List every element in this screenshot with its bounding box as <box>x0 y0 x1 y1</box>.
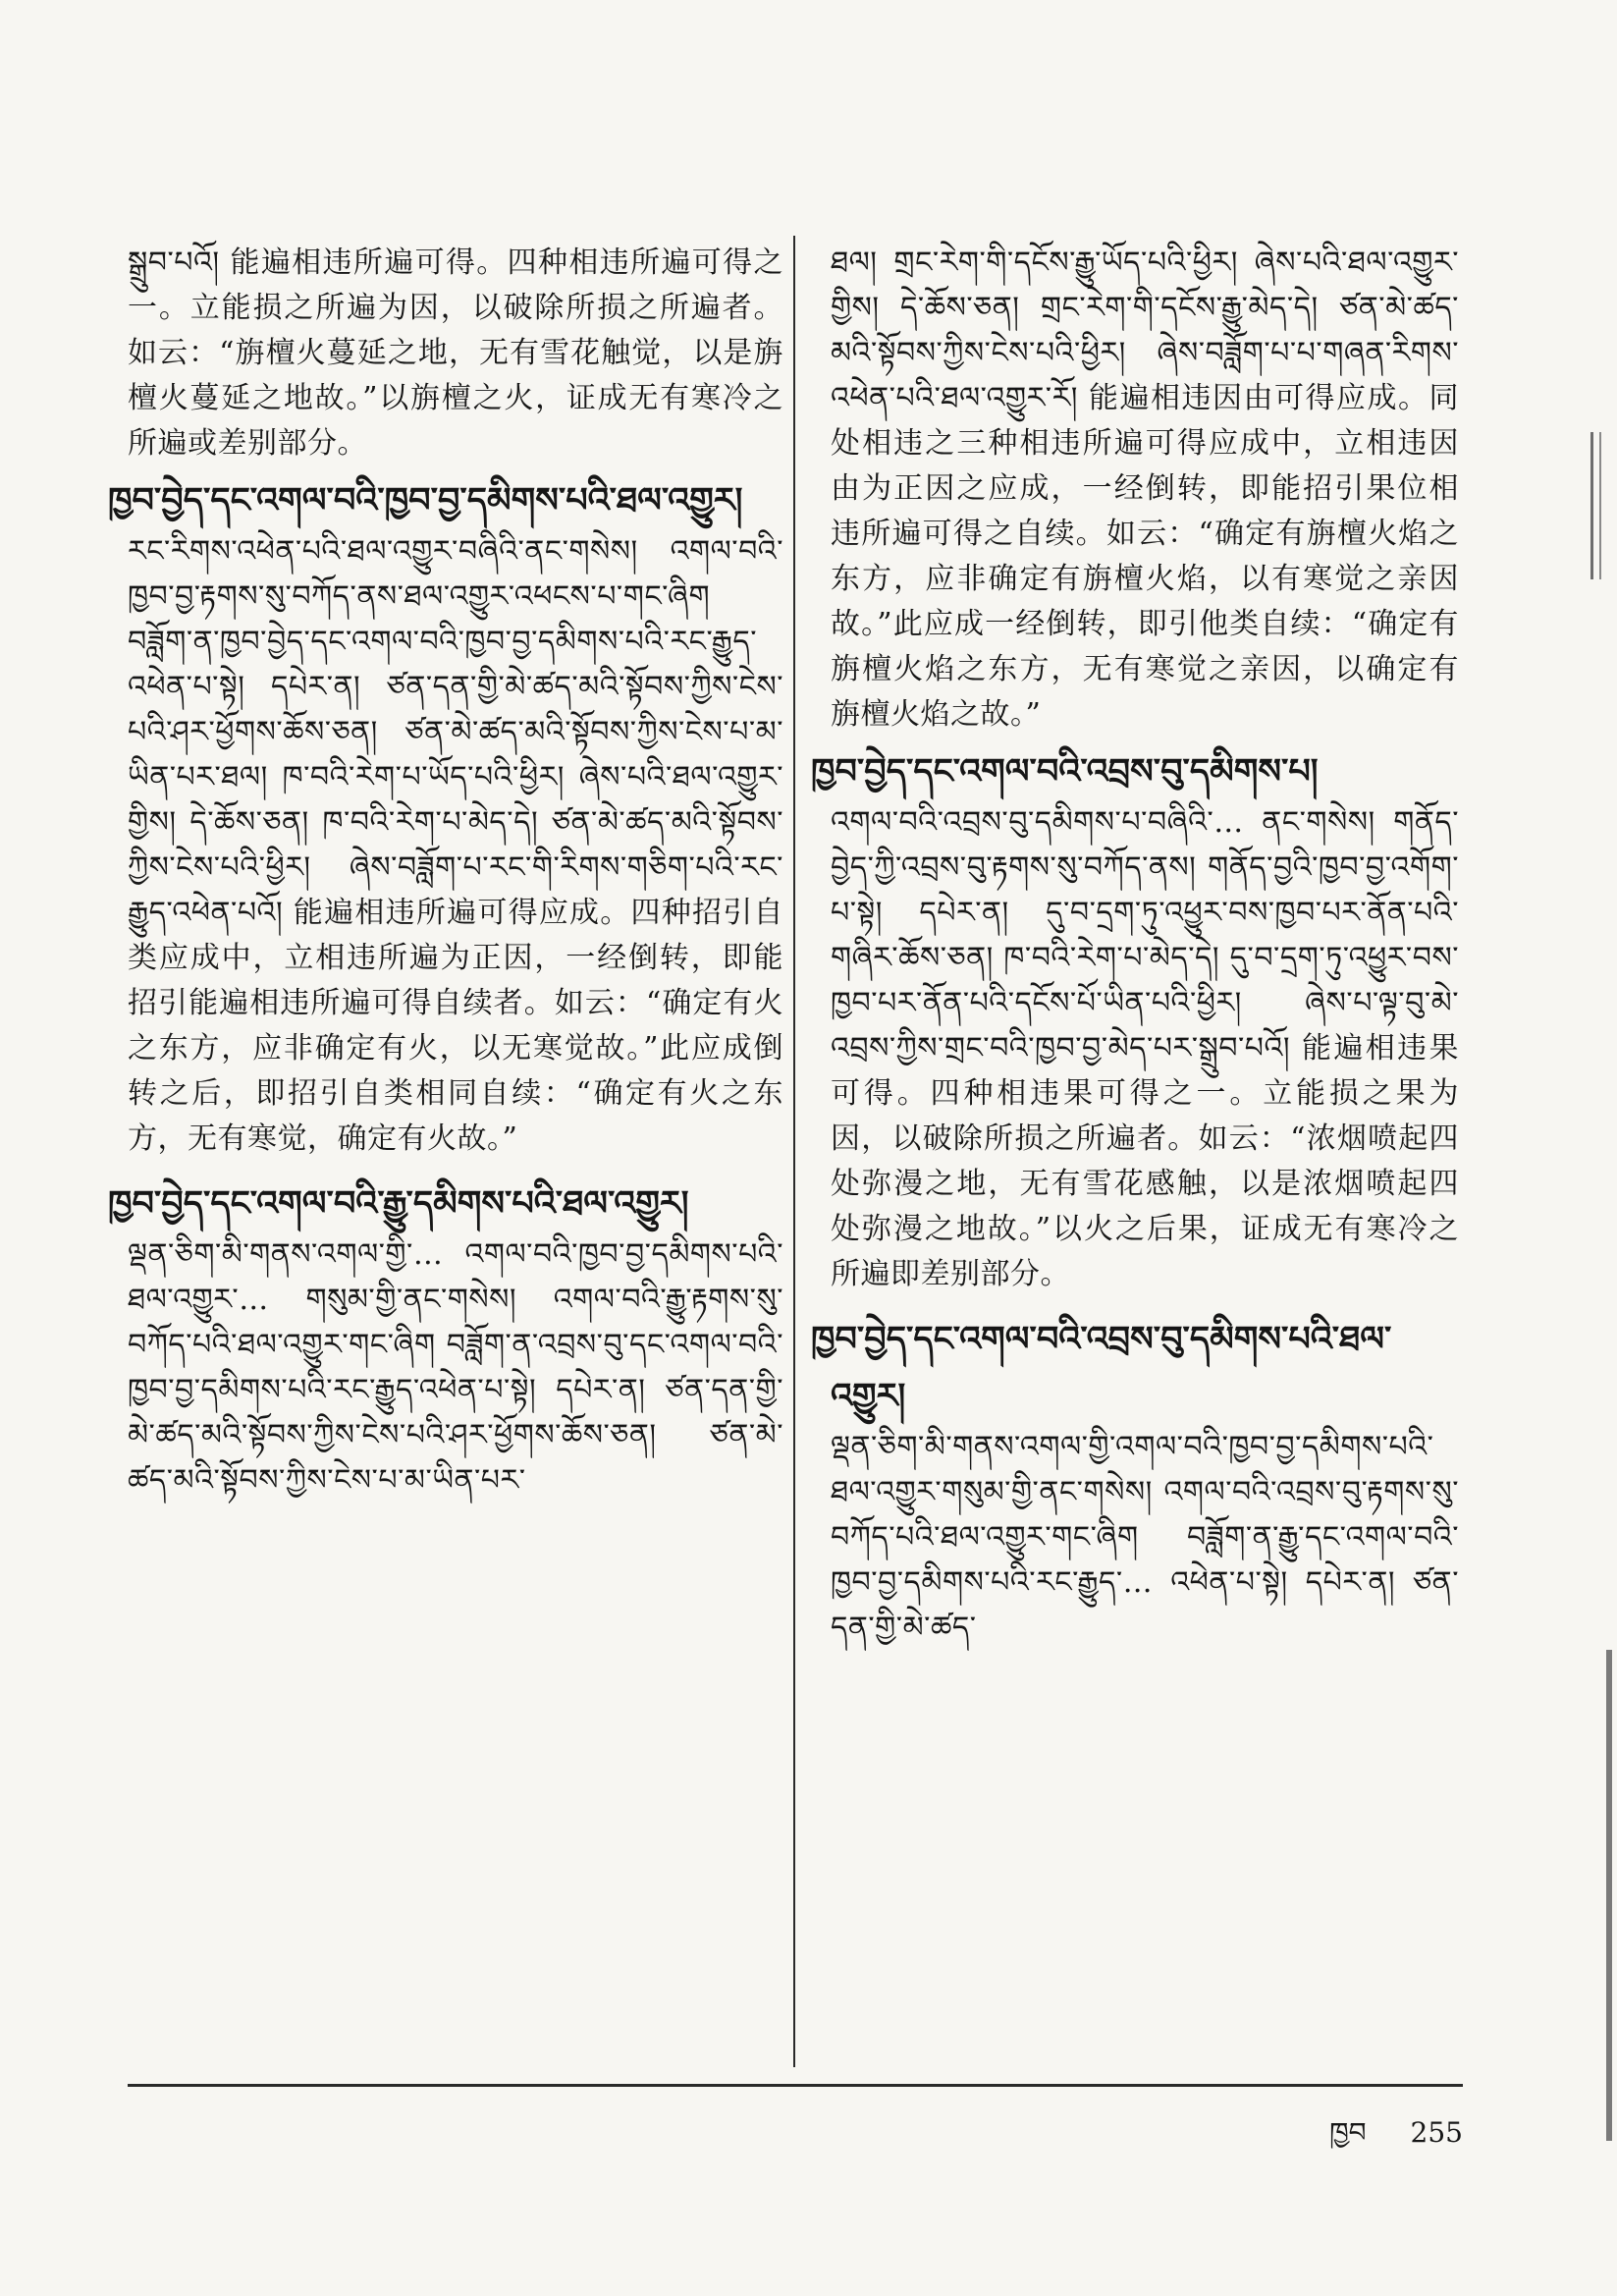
running-head: ཁྱབ <box>1329 2116 1367 2149</box>
entry-definition: འགལ་བའི་འབྲས་བུ་དམིགས་པ་བཞིའི་… ནང་གསེས། གནོད་བྱེད་ཀྱི་འབྲས་བུ་རྟགས་སུ་བཀོད་ནས། གནོད་བྱའི་ཁྱབ་བྱ་འགོག་པ་སྟེ། དཔེར་ན། དུ་བ་དྲག་ཏུ་འཕྱུར་བས་ཁྱབ་པར་ནོན་པའི་གཞིར་ཆོས་ཅན། ཁ་བའི་རེག་པ་མེད་དེ། དུ་བ་དྲག་ཏུ་འཕྱུར་བས་ཁྱབ་པར་ནོན་པའི་དངོས་པོ་ཡིན་པའི་ཕྱིར། ཞེས་པ་ལྟ་བུ་མེ་འབྲས་ཀྱིས་གྲང་བའི་ཁྱབ་བྱ་མེད་པར་སྒྲུབ་པའོ། 能遍相违果可得。四种相违果可得之一。立能损之果为因，以破除所损之所遍者。如云：“浓烟喷起四处弥漫之地，无有雪花感触，以是浓烟喷起四处弥漫之地故。”以火之后果，证成无有寒冷之所遍即差别部分。 <box>831 805 1459 1291</box>
entry-definition: ལྡན་ཅིག་མི་གནས་འགལ་གྱི་འགལ་བའི་ཁྱབ་བྱ་དམིགས་པའི་ཐལ་འགྱུར་གསུམ་གྱི་ནང་གསེས། འགལ་བའི་འབྲས་བུ་རྟགས་སུ་བཀོད་པའི་ཐལ་འགྱུར་གང་ཞིག བཟློག་ན་རྒྱུ་དང་འགལ་བའི་ཁྱབ་བྱ་དམིགས་པའི་རང་རྒྱུད་… འཕེན་པ་སྟེ། དཔེར་ན། ཙན་དན་གྱི་མེ་ཚད་ <box>831 1430 1459 1645</box>
edge-marks <box>1606 1650 1612 2141</box>
entry-continuation: ཐལ། གྲང་རེག་གི་དངོས་རྒྱུ་ཡོད་པའི་ཕྱིར། ཞེས་པའི་ཐལ་འགྱུར་གྱིས། དེ་ཆོས་ཅན། གྲང་རེག་གི་དངོས་རྒྱུ་མེད་དེ། ཙན་མེ་ཚད་མའི་སྟོབས་ཀྱིས་ངེས་པའི་ཕྱིར། ཞེས་བཟློག་པ་པ་གཞན་རིགས་འཕེན་པའི་ཐལ་འགྱུར་རོ། 能遍相违因由可得应成。同处相违之三种相违所遍可得应成中，立相违因由为正因之应成，一经倒转，即能招引果位相违所遍可得之自续。如云：“确定有旃檀火焰之东方，应非确定有旃檀火焰，以有寒觉之亲因故。”此应成一经倒转，即引他类自续：“确定有旃檀火焰之东方，无有寒觉之亲因，以确定有旃檀火焰之故。” <box>831 246 1459 732</box>
entry-headword: ཁྱབ་བྱེད་དང་འགལ་བའི་རྒྱུ་དམིགས་པའི་ཐལ་འགྱུར། <box>108 1183 689 1224</box>
entry-continuation: སྒྲུབ་པའོ། 能遍相违所遍可得。四种相违所遍可得之一。立能损之所遍为因，以破除所损之所遍者。如云：“旃檀火蔓延之地，无有雪花触觉，以是旃檀火蔓延之地故。”以旃檀之火，证成无有寒冷之所遍或差别部分。 <box>128 246 783 461</box>
dictionary-entry <box>811 743 1459 1297</box>
entry-definition: རང་རིགས་འཕེན་པའི་ཐལ་འགྱུར་བཞིའི་ནང་གསེས། འགལ་བའི་ཁྱབ་བྱ་རྟགས་སུ་བཀོད་ནས་ཐལ་འགྱུར་འཕངས་པ་གང་ཞིག བཟློག་ན་ཁྱབ་བྱེད་དང་འགལ་བའི་ཁྱབ་བྱ་དམིགས་པའི་རང་རྒྱུད་འཕེན་པ་སྟེ། དཔེར་ན། ཙན་དན་གྱི་མེ་ཚད་མའི་སྟོབས་ཀྱིས་ངེས་པའི་ཤར་ཕྱོགས་ཆོས་ཅན། ཙན་མེ་ཚད་མའི་སྟོབས་ཀྱིས་ངེས་པ་མ་ཡིན་པར་ཐལ། ཁ་བའི་རེག་པ་ཡོད་པའི་ཕྱིར། ཞེས་པའི་ཐལ་འགྱུར་གྱིས། དེ་ཆོས་ཅན། ཁ་བའི་རེག་པ་མེད་དེ། ཙན་མེ་ཚད་མའི་སྟོབས་ཀྱིས་ངེས་པའི་ཕྱིར། ཞེས་བཟློག་པ་རང་གི་རིགས་གཅིག་པའི་རང་རྒྱུད་འཕེན་པའོ། 能遍相违所遍可得应成。四种招引自类应成中，立相违所遍为正因，一经倒转，即能招引能遍相违所遍可得自续者。如云：“确定有火之东方，应非确定有火，以无寒觉故。”此应成倒转之后，即招引自类相同自续：“确定有火之东方，无有寒觉，确定有火故。” <box>128 534 783 1156</box>
entry-headword: ཁྱབ་བྱེད་དང་འགལ་བའི་ཁྱབ་བྱ་དམིགས་པའི་ཐལ་འགྱུར། <box>108 480 743 520</box>
entry-headword: ཁྱབ་བྱེད་དང་འགལ་བའི་འབྲས་བུ་དམིགས་པའི་ཐལ་འགྱུར། <box>811 1319 1392 1416</box>
column-divider <box>793 236 795 2067</box>
entry-headword: ཁྱབ་བྱེད་དང་འགལ་བའི་འབྲས་བུ་དམིགས་པ། <box>811 751 1319 792</box>
edge-marks <box>1590 432 1601 579</box>
entry-definition: ལྡན་ཅིག་མི་གནས་འགལ་གྱི་… འགལ་བའི་ཁྱབ་བྱ་དམིགས་པའི་ཐལ་འགྱུར་… གསུམ་གྱི་ནང་གསེས། འགལ་བའི་རྒྱུ་རྟགས་སུ་བཀོད་པའི་ཐལ་འགྱུར་གང་ཞིག བཟློག་ན་འབྲས་བུ་དང་འགལ་བའི་ཁྱབ་བྱ་དམིགས་པའི་རང་རྒྱུད་འཕེན་པ་སྟེ། དཔེར་ན། ཙན་དན་གྱི་མེ་ཚད་མའི་སྟོབས་ཀྱིས་ངེས་པའི་ཤར་ཕྱོགས་ཆོས་ཅན། ཙན་མེ་ཚད་མའི་སྟོབས་ཀྱིས་ངེས་པ་མ་ཡིན་པར་ <box>128 1237 783 1498</box>
dictionary-entry <box>108 1175 783 1503</box>
footer-rule <box>128 2084 1463 2087</box>
page-footer <box>1247 2102 1463 2179</box>
dictionary-entry <box>108 472 783 1162</box>
page-number: 255 <box>1410 2116 1463 2149</box>
dictionary-entry <box>811 1311 1459 1651</box>
left-column <box>108 241 783 1517</box>
right-column <box>811 241 1459 1665</box>
